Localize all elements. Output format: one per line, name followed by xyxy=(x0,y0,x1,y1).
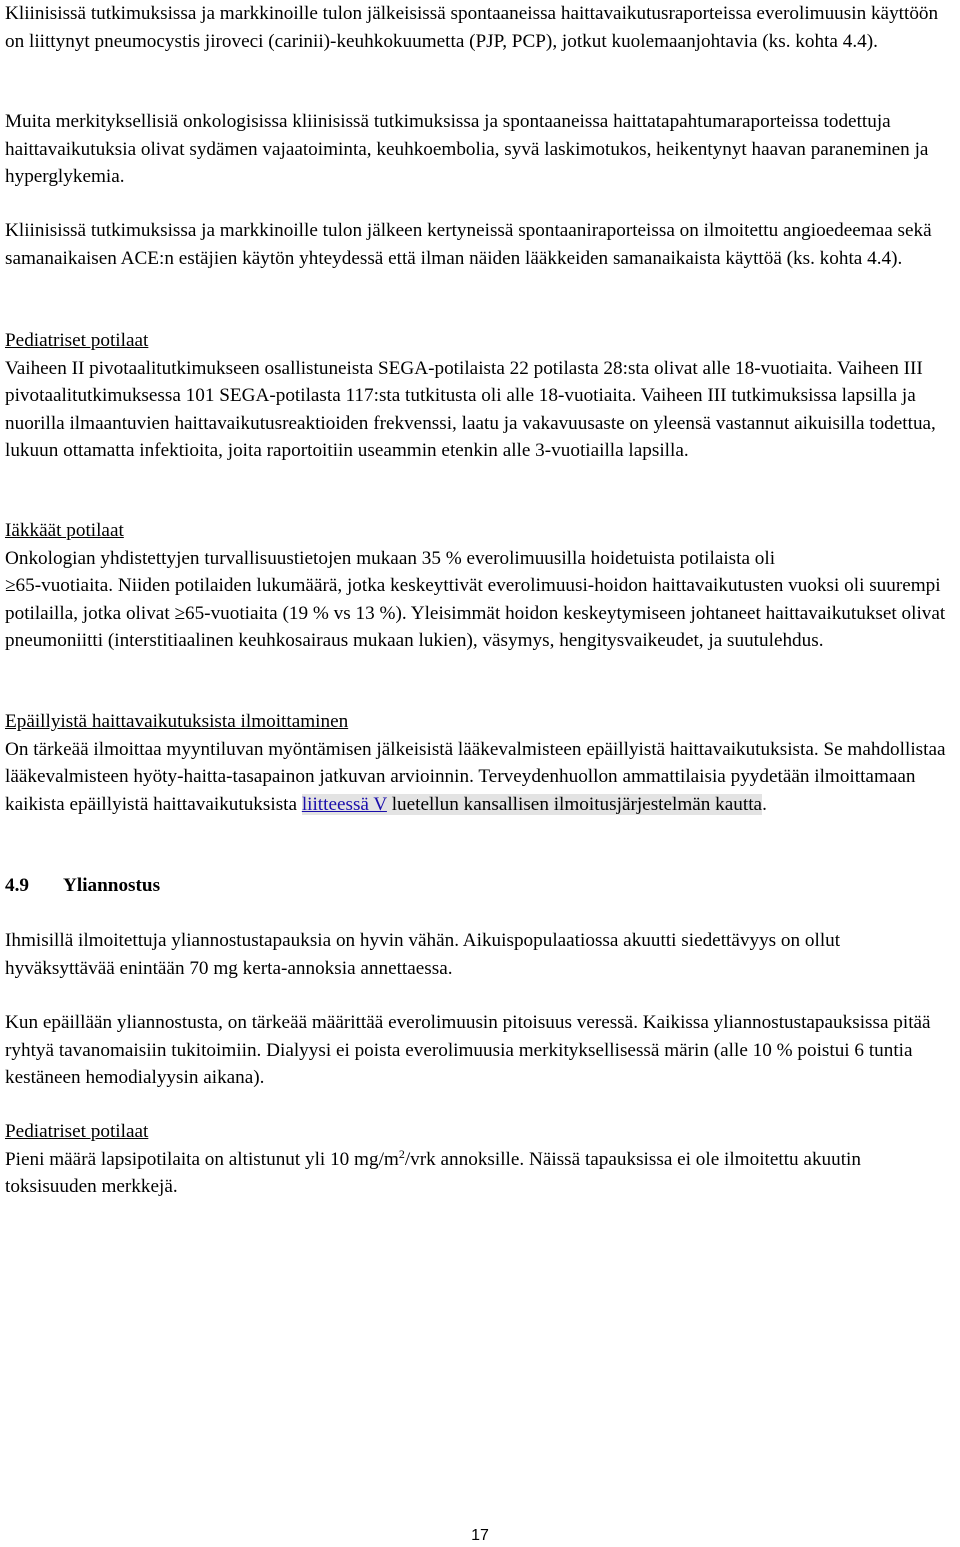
section-number: 4.9 xyxy=(5,875,29,896)
section-title: Yliannostus xyxy=(63,875,161,896)
superscript-2: 2 xyxy=(398,1146,405,1161)
elderly-text-rest: ≥65-vuotiaita. Niiden potilaiden lukumäärä, jotka keskeyttivät everolimuusi-hoidon haittavaikutusten vuoksi oli suurempi potilailla, jotka olivat ≥65-vuotiaita (19 % vs 13 %). Yleisimmät hoidon keskeytymiseen johtaneet haittavaikutukset olivat pneumoniitti (interstitiaalinen keuhkosairaus mukaan lukien), väsymys, hengitysvaikeudet, ja suutulehdus. xyxy=(5,575,946,651)
section-heading-4-9 xyxy=(5,872,953,900)
pediatric-overdose-text xyxy=(5,1146,953,1201)
reporting-link-suffix: luetellun kansallisen ilmoitusjärjestelmän kautta xyxy=(386,793,763,815)
pediatric-heading: Pediatriset potilaat xyxy=(5,330,149,351)
overdose-paragraph-1: Ihmisillä ilmoitettuja yliannostustapauksia on hyvin vähän. Aikuispopulaatiossa akuutti siedettävyys on ollut hyväksyttävää enintään 70 mg kerta-annoksia annettaessa. xyxy=(5,930,841,979)
reporting-section xyxy=(5,708,953,818)
elderly-section xyxy=(5,517,953,655)
reporting-period: . xyxy=(762,793,767,815)
elderly-text-line1: Onkologian yhdistettyjen turvallisuustietojen mukaan 35 % everolimuusilla hoidetuista potilaista oli xyxy=(5,547,776,569)
annex-v-link[interactable]: liitteessä V xyxy=(301,793,387,815)
reporting-highlight xyxy=(302,794,762,815)
overdose-paragraph-2: Kun epäillään yliannostusta, on tärkeää määrittää everolimuusin pitoisuus veressä. Kaikissa yliannostustapauksissa pitää ryhtyä tavanomaisiin tukitoimiin. Dialyysi ei poista everolimuusia merkityksellisessä märin (alle 10 % poistui 6 tuntia kestäneen hemodialyysin aikana). xyxy=(5,1012,931,1088)
paragraph-pjp: Kliinisissä tutkimuksissa ja markkinoille tulon jälkeisissä spontaaneissa haittavaikutusraporteissa everolimuusin käyttöön on liittynyt pneumocystis jiroveci (carinii)-keuhkokuumetta (PJP, PCP), jotkut kuolemaanjohtavia (ks. kohta 4.4). xyxy=(5,3,939,52)
pediatric-overdose-text-b: /vrk annoksille. Näissä tapauksissa ei ole ilmoitettu akuutin toksisuuden merkkejä. xyxy=(5,1148,861,1197)
pediatric-section-2 xyxy=(5,1118,953,1201)
paragraph-other-adverse-effects: Muita merkityksellisiä onkologisissa kliinisissä tutkimuksissa ja spontaaneissa haittatapahtumaraporteissa todettuja haittavaikutuksia olivat sydämen vajaatoiminta, keuhkoembolia, syvä laskimotukos, heikentynyt haavan paraneminen ja hyperglykemia. xyxy=(5,111,929,187)
elderly-heading: Iäkkäät potilaat xyxy=(5,520,124,541)
paragraph-angioedema: Kliinisissä tutkimuksissa ja markkinoille tulon jälkeen kertyneissä spontaaniraporteissa on ilmoitettu angioedeemaa sekä samanaikaisen ACE:n estäjien käytön yhteydessä että ilman näiden lääkkeiden samanaikaista käyttöä (ks. kohta 4.4). xyxy=(5,220,932,269)
reporting-text xyxy=(5,736,953,819)
pediatric-text: Vaiheen II pivotaalitutkimukseen osallistuneista SEGA-potilaista 22 potilasta 28:sta olivat alle 18-vuotiaita. Vaiheen III pivotaalitutkimuksessa 101 SEGA-potilasta 117:sta tutkitusta oli alle 18-vuotiaita. Vaiheen III tutkimuksissa lapsilla ja nuorilla ilmaantuvien haittavaikutusreaktioiden frekvenssi, laatu ja vakavuusaste on yleensä vastannut aikuisilla todettua, lukuun ottamatta infektioita, joita raportoitiin useammin etenkin alle 3-vuotiailla lapsilla. xyxy=(5,357,936,461)
pediatric-overdose-text-a: Pieni määrä lapsipotilaita on altistunut yli 10 mg/m xyxy=(5,1148,399,1170)
reporting-body: On tärkeää ilmoittaa myyntiluvan myöntämisen jälkeisistä lääkevalmisteen epäillyistä haittavaikutuksista. Se mahdollistaa lääkevalmisteen hyöty-haitta-tasapainon jatkuvan arvioinnin. Terveydenhuollon ammattilaisia pyydetään ilmoittamaan kaikista epäillyistä haittavaikutuksista xyxy=(5,738,946,815)
reporting-heading: Epäillyistä haittavaikutuksista ilmoittaminen xyxy=(5,711,349,732)
pediatric-section-1 xyxy=(5,327,953,465)
pediatric-heading-2: Pediatriset potilaat xyxy=(5,1121,149,1142)
page-number: 17 xyxy=(471,1527,489,1544)
